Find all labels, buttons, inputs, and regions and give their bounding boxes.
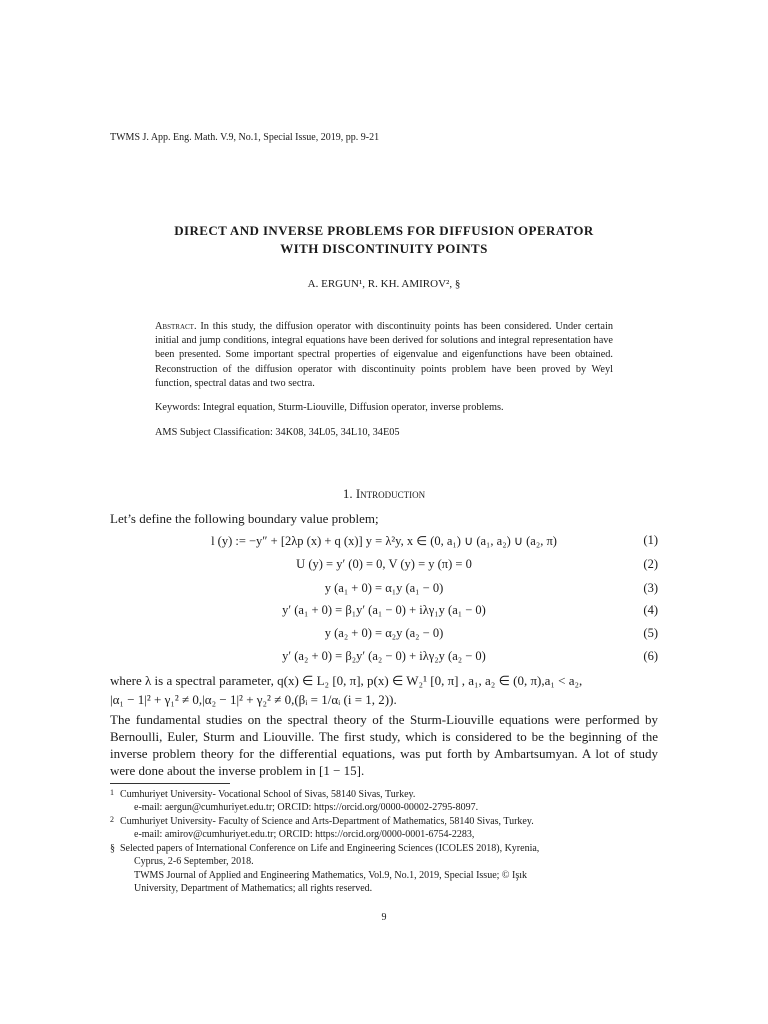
equation-number: (2) — [643, 557, 658, 571]
footnote-email: e-mail: aergun@cumhuriyet.edu.tr; ORCID: https://orcid.org/0000-00002-2795-8097. — [134, 802, 479, 813]
intro-paragraph: The fundamental studies on the spectral theory of the Sturm-Liouville equations were performed by Bernoulli, Euler, Sturm and Liouville. The first study, which is considered to be the beginning of the inverse problem theory for the differential equations, was put forth by Ambartsumyan. A lot of study were done about the inverse problem in [1 − 15]. — [110, 712, 658, 778]
footnote-mark: 2 — [110, 815, 114, 824]
equation-formula: y′ (a₁ + 0) = β₁y′ (a₁ − 0) + iλγ₁y (a₁ − 0) — [282, 603, 486, 617]
abstract — [155, 320, 613, 391]
abstract-text: In this study, the diffusion operator with discontinuity points has been considered. Under certain initial and jump conditions, integral equations have been derived for solutions and integral representation have been presented. Some important spectral properties of eigenvalue and eigenfunctions have been obtained. Reconstruction of the diffusion operator with discontinuity points problem have been proved by Weyl function, spectral datas and two sectra. — [155, 321, 613, 389]
equation-number: (3) — [643, 581, 658, 595]
section-title: Introduction — [355, 486, 426, 501]
paper-title-line-2: WITH DISCONTINUITY POINTS — [280, 241, 488, 256]
equation-number: (4) — [643, 603, 658, 617]
footnote-email: e-mail: amirov@cumhuriyet.edu.tr; ORCID: https://orcid.org/0000-0001-6754-2283, — [134, 829, 475, 840]
equation-formula: U (y) = y′ (0) = 0, V (y) = y (π) = 0 — [296, 557, 472, 571]
journal-header: TWMS J. App. Eng. Math. V.9, No.1, Special Issue, 2019, pp. 9-21 — [110, 132, 380, 143]
footnote-mark: § — [110, 843, 115, 854]
footnote-4 — [120, 869, 660, 895]
intro-line: Let’s define the following boundary value problem; — [110, 511, 379, 526]
footnote-text: Cumhuriyet University- Faculty of Science and Arts-Department of Mathematics, 58140 Sivas, Turkey. — [120, 816, 534, 827]
footnote-text: Cumhuriyet University- Vocational School of Sivas, 58140 Sivas, Turkey. — [120, 789, 416, 800]
keywords: Keywords: Integral equation, Sturm-Liouville, Diffusion operator, inverse problems. — [155, 402, 504, 413]
footnote-mark: 1 — [110, 788, 114, 797]
equation-formula: y′ (a₂ + 0) = β₂y′ (a₂ − 0) + iλγ₂y (a₂ − 0) — [282, 649, 486, 663]
equation-formula: l (y) := −y″ + [2λp (x) + q (x)] y = λ²y, x ∈ (0, a₁) ∪ (a₁, a₂) ∪ (a₂, π) — [211, 534, 557, 548]
where-line-2: |α₁ − 1|² + γ₁² ≠ 0,|α₂ − 1|² + γ₂² ≠ 0,(βᵢ = 1/αᵢ (i = 1, 2)). — [110, 692, 397, 707]
footnote-text-cont: University, Department of Mathematics; all rights reserved. — [134, 883, 373, 894]
authors: A. ERGUN¹, R. KH. AMIROV², § — [307, 278, 461, 290]
equation-6 — [110, 649, 658, 669]
equation-1 — [110, 533, 658, 553]
footnote-1 — [110, 788, 660, 814]
equation-3 — [110, 581, 658, 601]
footnote-text-cont: Cyprus, 2-6 September, 2018. — [134, 856, 254, 867]
footnote-2 — [110, 815, 660, 841]
equation-number: (5) — [643, 626, 658, 640]
footnote-text: TWMS Journal of Applied and Engineering Mathematics, Vol.9, No.1, 2019, Special Issue; © Işık — [134, 870, 528, 881]
equation-2 — [110, 557, 658, 577]
equation-formula: y (a₁ + 0) = α₁y (a₁ − 0) — [324, 581, 444, 595]
footnote-text: Selected papers of International Conference on Life and Engineering Sciences (ICOLES 2018), Kyrenia, — [120, 843, 540, 854]
section-number: 1. — [342, 486, 353, 501]
where-line-1: where λ is a spectral parameter, q(x) ∈ L₂ [0, π], p(x) ∈ W₂¹ [0, π] , a₁, a₂ ∈ (0, π),a₁ < a₂, — [110, 673, 583, 688]
equation-number: (1) — [643, 533, 658, 547]
ams-classification: AMS Subject Classification: 34K08, 34L05, 34L10, 34E05 — [155, 427, 400, 438]
equation-formula: y (a₂ + 0) = α₂y (a₂ − 0) — [324, 626, 444, 640]
abstract-label: Abstract. — [155, 321, 197, 332]
footnote-3 — [110, 842, 660, 868]
page-number: 9 — [381, 912, 387, 923]
section-heading — [0, 486, 768, 502]
footnote-divider — [110, 783, 230, 784]
equation-number: (6) — [643, 649, 658, 663]
equation-5 — [110, 626, 658, 646]
paper-title-line-1: DIRECT AND INVERSE PROBLEMS FOR DIFFUSION OPERATOR — [174, 223, 594, 238]
equation-4 — [110, 603, 658, 623]
